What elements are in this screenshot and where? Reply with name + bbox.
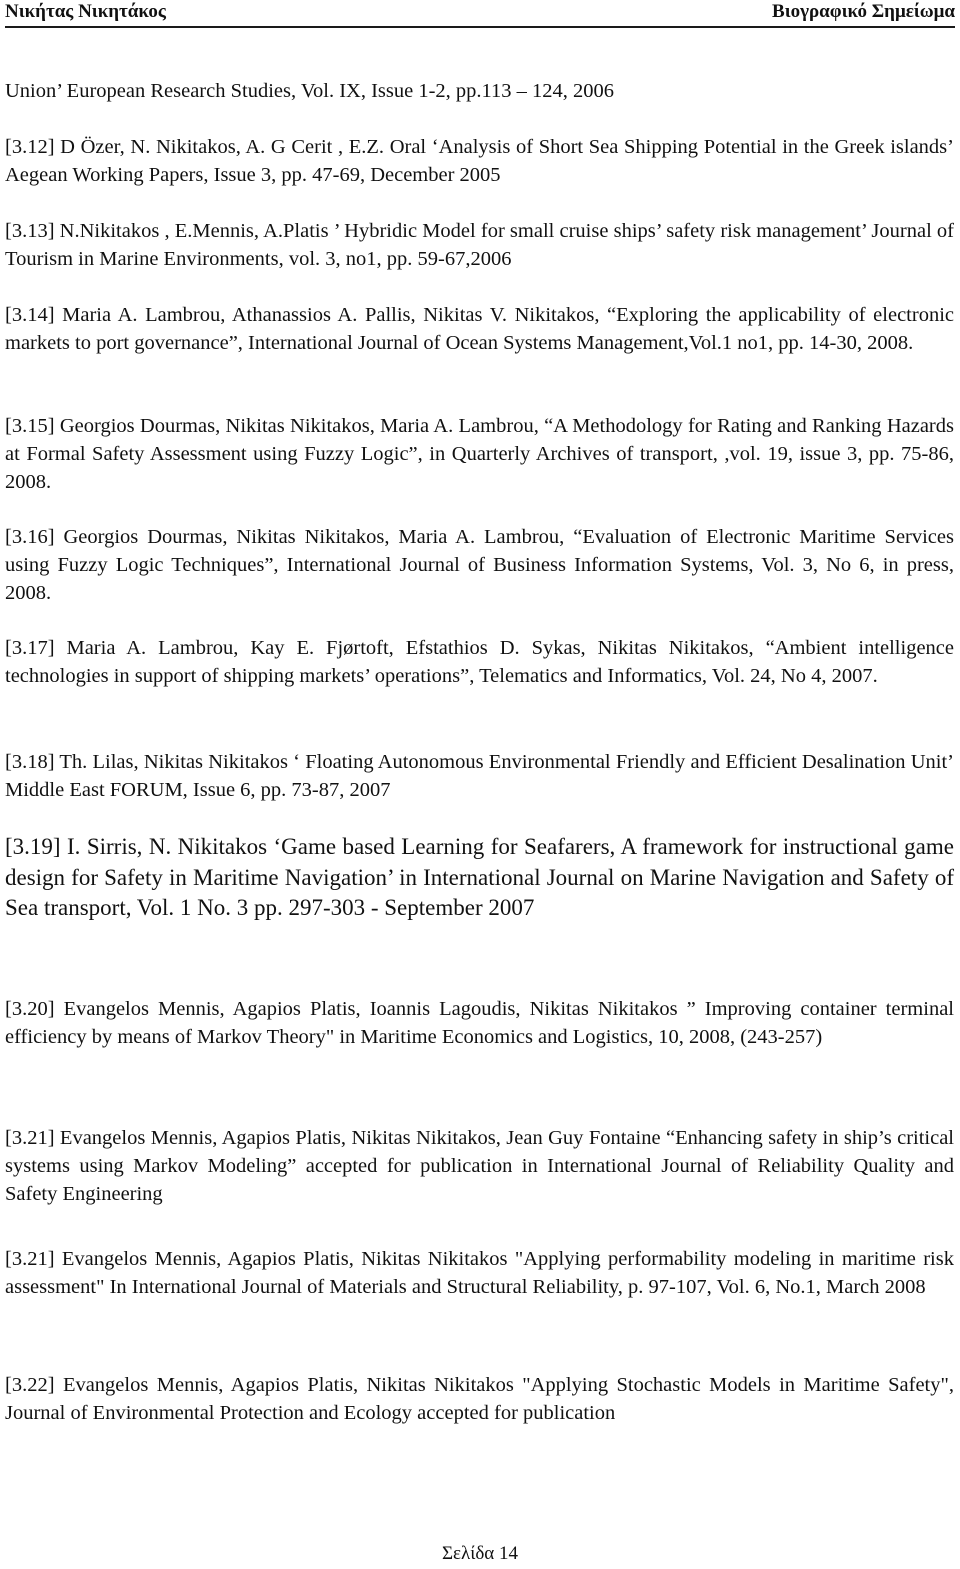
entry-3-18: [3.18] Th. Lilas, Nikitas Nikitakos ‘ Floating Autonomous Environmental Friendly and Efficient Desalination Unit’ Middle East FORUM, Issue 6, pp. 73-87, 2007: [5, 751, 954, 801]
entry-3-12: [3.12] D Özer, N. Nikitakos, A. G Cerit , E.Z. Oral ‘Analysis of Short Sea Shipping Potential in the Greek islands’ Aegean Working Papers, Issue 3, pp. 47-69, December 2005: [5, 136, 954, 186]
header-author: Νικήτας Νικητάκος: [5, 1, 166, 22]
entry-3-21b: [3.21] Evangelos Mennis, Agapios Platis, Nikitas Nikitakos "Applying performability modeling in maritime risk assessment" In International Journal of Materials and Structural Reliability, p. 97-107, Vol. 6, No.1, March 2008: [5, 1248, 954, 1298]
entry-3-13: [3.13] N.Nikitakos , E.Mennis, A.Platis ’ Hybridic Model for small cruise ships’ safety risk management’ Journal of Tourism in Marine Environments, vol. 3, no1, pp. 59-67,2006: [5, 220, 954, 270]
page-number: Σελίδα 14: [441, 1543, 519, 1564]
header-title: Βιογραφικό Σημείωμα: [772, 1, 955, 22]
entry-3-17: [3.17] Maria A. Lambrou, Kay E. Fjørtoft, Efstathios D. Sykas, Nikitas Nikitakos, “Ambient intelligence technologies in support of shipping markets’ operations”, Telematics and Informatics, Vol. 24, No 4, 2007.: [5, 637, 954, 687]
entry-3-20: [3.20] Evangelos Mennis, Agapios Platis, Ioannis Lagoudis, Nikitas Nikitakos ” Improving container terminal efficiency by means of Markov Theory" in Maritime Economics and Logistics, 10, 2008, (243-257): [5, 998, 954, 1048]
entry-3-14: [3.14] Maria A. Lambrou, Athanassios A. Pallis, Nikitas V. Nikitakos, “Exploring the applicability of electronic markets to port governance”, International Journal of Ocean Systems Management,Vol.1 no1, pp. 14-30, 2008.: [5, 304, 954, 354]
entry-continuation: Union’ European Research Studies, Vol. IX, Issue 1-2, pp.113 – 124, 2006: [5, 80, 615, 102]
entry-3-19: [3.19] I. Sirris, N. Nikitakos ‘Game based Learning for Seafarers, A framework for instructional game design for Safety in Maritime Navigation’ in International Journal on Marine Navigation and Safety of Sea transport, Vol. 1 No. 3 pp. 297-303 - September 2007: [5, 834, 954, 920]
entry-3-15: [3.15] Georgios Dourmas, Nikitas Nikitakos, Maria A. Lambrou, “A Methodology for Rating and Ranking Hazards at Formal Safety Assessment using Fuzzy Logic”, in Quarterly Archives of transport, ,vol. 19, issue 3, pp. 75-86, 2008.: [5, 415, 954, 493]
entry-3-21a: [3.21] Evangelos Mennis, Agapios Platis, Nikitas Nikitakos, Jean Guy Fontaine “Enhancing safety in ship’s critical systems using Markov Modeling” accepted for publication in International Journal of Reliability Quality and Safety Engineering: [5, 1127, 954, 1205]
entry-3-16: [3.16] Georgios Dourmas, Nikitas Nikitakos, Maria A. Lambrou, “Evaluation of Electronic Maritime Services using Fuzzy Logic Techniques”, International Journal of Business Information Systems, Vol. 3, No 6, in press, 2008.: [5, 526, 954, 604]
entry-3-22: [3.22] Evangelos Mennis, Agapios Platis, Nikitas Nikitakos "Applying Stochastic Models in Maritime Safety", Journal of Environmental Protection and Ecology accepted for publication: [5, 1374, 954, 1424]
page-header: [5, 0, 955, 28]
